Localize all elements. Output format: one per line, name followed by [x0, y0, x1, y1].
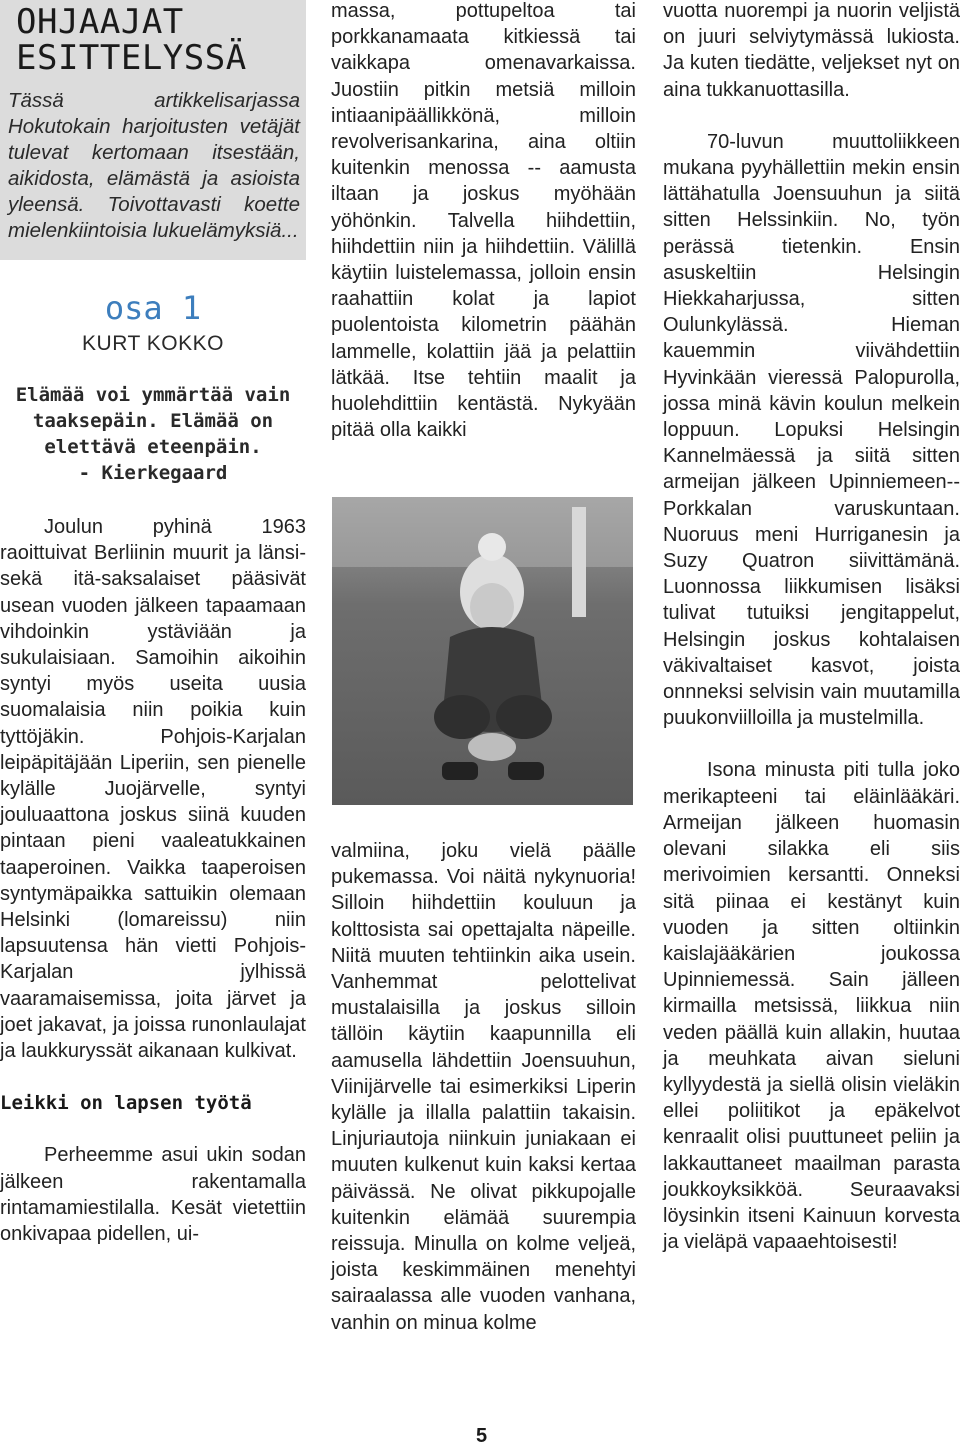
article-body-col3 — [663, 0, 960, 1255]
quote-line: taaksepäin. Elämää on — [32, 410, 274, 432]
series-intro-text: Tässä artikkelisarjassa Hokutokain harjoitusten vetäjät tulevat kertomaan itsestään, aikidosta, elämästä ja asioista yleensä. Toivottavasti koette mielenkiintoisia lukuelämyksiä... — [8, 89, 300, 242]
series-title — [8, 4, 306, 76]
paragraph: Isona minusta piti tulla joko merikapteeni tai eläinlääkäri. Armeijan jälkeen huomasin olevani silakka eli siis merivoimien kersantti. Onneksi sitä piinaa ei kestänyt kuin vuoden ja sitten oltiinkin kaislajääkärien joukossa Upinniemessä. Sain jälleen kirmailla metsissä, liikkua niin veden päällä kuin allakin, huutaa ja meuhkata aivan sieluni kyllyydestä ja siellä olisin vieläkin ellei poliitikot ja epäkelvot kenraalit olisi puuttuneet peliin ja lakkauttaneet maailman parasta joukkoyksikköä. Seuraavaksi löysinkin itseni Kainuun korvesta ja vieläpä vapaaehtoisesti! — [663, 759, 960, 1254]
column-left — [0, 0, 306, 1247]
quote-attribution: - Kierkegaard — [78, 462, 228, 484]
quote-line: elettävä eteenpäin. — [44, 436, 262, 458]
series-title-line1: OHJAAJAT — [16, 2, 184, 42]
article-body-col1 — [0, 514, 306, 1247]
paragraph: Joulun pyhinä 1963 raoittuivat Berliinin muurit ja länsi- sekä itä-saksalaiset pääsivät usean vuoden jälkeen tapaamaan vihdoinkin ystäviään ja sukulaisiaan. Samoihin aikoihin syntyi myös useita uusia suomalaisia niin poikia kuin tyttöjäkin. Pohjois-Karjalan leipäpitäjään Liperiin, sen pienelle kylälle Juojärvelle, syntyi jouluaattona joskus siinä kuuden pintaan pieni vaaleatukkainen taaperoinen. Vaikka taaperoisen syntymäpaikka sattuikin olemaan Helsinki (lomareissu) niin lapsuutensa hän vietti Pohjois-Karjalan jylhissä vaaramaisemissa, joita järvet ja joet jakavat, ja joissa runonlaulajat ja laukkuryssät aikanaan kulkivat. — [0, 516, 306, 1063]
quote-line: Elämää voi ymmärtää vain — [15, 384, 291, 406]
paragraph: Perheemme asui ukin sodan jälkeen rakentamalla rintamamiestilalla. Kesät vietettiin onkivapaa pidellen, ui- — [0, 1144, 306, 1246]
series-title-line2: ESITTELYSSÄ — [16, 38, 247, 78]
author-name: KURT KOKKO — [82, 332, 224, 355]
paragraph: massa, pottupeltoa tai porkkanamaata kitkiessä tai vaikkapa omenavarkaissa. Juostiin pitkin metsiä milloin intiaanipäällikkönä, milloin revolverisankarina, aina oltiin kuitenkin menossa -- aamusta iltaan ja joskus myöhään yöhönkin. Talvella hiihdettiin, hiihdettiin niin ja hiihdettiin. Välillä käytiin luistelemassa, jolloin ensin raahattiin kolat ja lapiot puolentoista kilometrin päähän lammelle, kolattiin jää ja pelattiin lätkää. Itse tehtiin maalit ja huolehdittiin kentästä. Nykyään pitää olla kaikki — [331, 0, 636, 442]
childhood-photo — [332, 497, 633, 805]
column-right — [663, 0, 960, 1255]
photo-image — [332, 497, 633, 805]
series-intro-box — [0, 0, 306, 260]
subheading: Leikki on lapsen työtä — [0, 1092, 252, 1115]
part-label: osa 1 — [104, 289, 202, 327]
paragraph: 70-luvun muuttoliikkeen mukana pyyhällettiin mekin ensin lättähatulla Joensuuhun ja siitä sitten Helssinkiin. No, työn perässä tietenkin. Ensin asuskeltiin Helsingin Hiekkaharjussa, sitten Oulunkylässä. Hieman kauemmin viivähdettiin Hyvinkään vieressä Palopurolla, jossa minä kävin koulun melkein loppuun. Lopuksi Helsingin Kannelmäessä ja siitä sitten armeijan jälkeen Upinniemeen-- Porkkalan varuskuntaan. Nuoruus meni Hurriganesin ja Suzy Quatron siivittämänä. Luonnossa liikkumisen lisäksi tulivat tutuiksi jengitappelut, Helsingin joskus kohtalaisen väkivaltaiset kasvot, joista onnneksi selvisin vain muutamilla puukonviilloilla ja mustelmilla. — [663, 130, 960, 730]
column-middle — [331, 0, 636, 443]
paragraph: vuotta nuorempi ja nuorin veljistä on juuri selviytymässä lukiosta. Ja kuten tiedätte, veljekset nyt on aina tukkanuottasilla. — [663, 0, 960, 101]
paragraph: valmiina, joku vielä päälle pukemassa. Voi näitä nykynuoria! Silloin hiihdettiin kouluun ja kolttosista sai opettajalta näpeille. Niitä muuten tehtiinkin aika usein. Vanhemmat pelottelivat mustalaisilla ja joskus silloin tällöin käytiin kaapunnilla eli aamusella lähdettiin Joensuuhun, Viinijärvelle tai esimerkiksi Liperin kylälle ja illalla palattiin takaisin. Linjuriautoja niinkuin juniakaan ei muuten kulkenut kuin kaksi kertaa päivässä. Ne olivat pikkupojalle kuitenkin elämää suurempia reissuja. Minulla on kolme veljeä, joista keskimmäinen menehtyi sairaalassa alle vuoden vanhana, vanhin on minua kolme — [331, 840, 636, 1334]
epigraph-quote — [0, 382, 306, 486]
page-number: 5 — [476, 1425, 488, 1447]
column-middle-lower — [331, 838, 636, 1336]
